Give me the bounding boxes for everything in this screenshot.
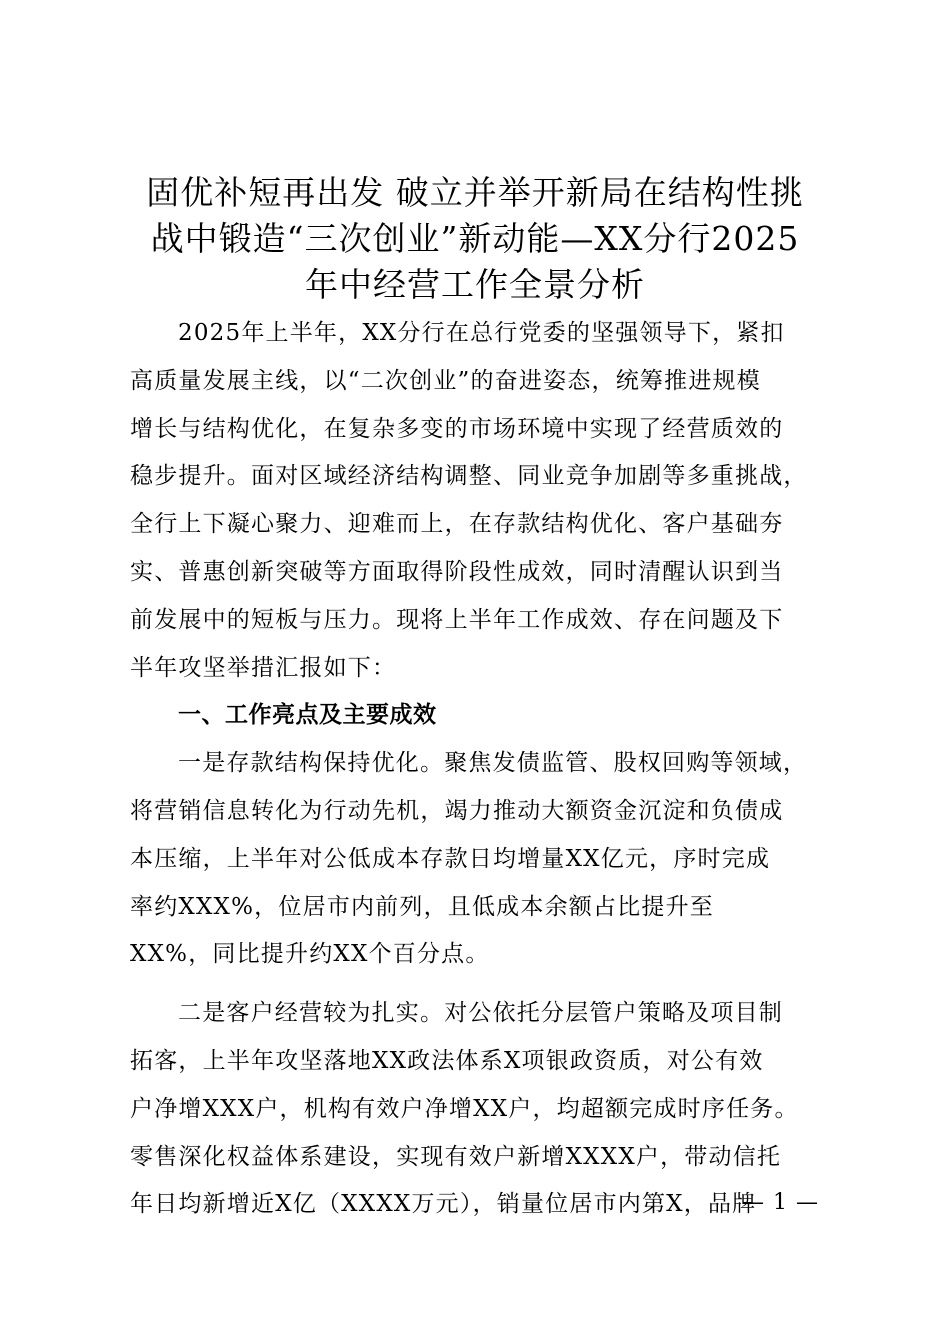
paragraph-deposit-structure [130,740,830,979]
text-line: 前发展中的短板与压力。现将上半年工作成效、存在问题及下 [130,606,784,633]
text-line: 一是存款结构保持优化。聚焦发债监管、股权回购等领域， [178,750,808,777]
text-line: 稳步提升。面对区域经济结构调整、同业竞争加剧等多重挑战， [130,463,808,490]
title-line: 年中经营工作全景分析 [305,265,645,304]
text-line: 2025年上半年，XX分行在总行党委的坚强领导下，紧扣 [178,320,785,346]
text-line: XX%，同比提升约XX个百分点。 [130,941,490,968]
document-title [120,170,830,308]
text-line: 率约XXX%，位居市内前列，且低成本余额占比提升至 [130,893,714,920]
text-line: 零售深化权益体系建设，实现有效户新增XXXX户，带动信托 [130,1143,782,1170]
paragraph-customer-operation [130,990,830,1229]
title-line: 固优补短再出发 破立并举开新局在结构性挑 [146,173,804,212]
intro-paragraph [130,310,830,692]
text-line: 半年攻坚举措汇报如下： [130,654,397,681]
text-line: 拓客，上半年攻坚落地XX政法体系X项银政资质，对公有效 [130,1047,764,1074]
text-line: 年日均新增近X亿（XXXX万元），销量位居市内第X，品牌 [130,1191,757,1218]
section-heading: 一、工作亮点及主要成效 [178,702,437,729]
text-line: 户净增XXX户，机构有效户净增XX户，均超额完成时序任务。 [130,1095,799,1122]
text-line: 二是客户经营较为扎实。对公依托分层管户策略及项目制 [178,1000,783,1027]
paragraph-spacer [130,979,830,990]
text-line: 实、普惠创新突破等方面取得阶段性成效，同时清醒认识到当 [130,558,784,585]
text-line: 高质量发展主线，以“二次创业”的奋进姿态，统筹推进规模 [130,367,761,394]
text-line: 增长与结构优化，在复杂多变的市场环境中实现了经营质效的 [130,415,784,442]
page-number: — 1 — [742,1190,819,1215]
text-line: 全行上下凝心聚力、迎难而上，在存款结构优化、客户基础夯 [130,511,784,538]
text-line: 将营销信息转化为行动先机，竭力推动大额资金沉淀和负债成 [130,797,784,824]
text-line: 本压缩，上半年对公低成本存款日均增量XX亿元，序时完成 [130,845,771,872]
document-body [130,310,830,1229]
title-line: 战中锻造“三次创业”新动能—XX分行2025 [150,219,800,258]
